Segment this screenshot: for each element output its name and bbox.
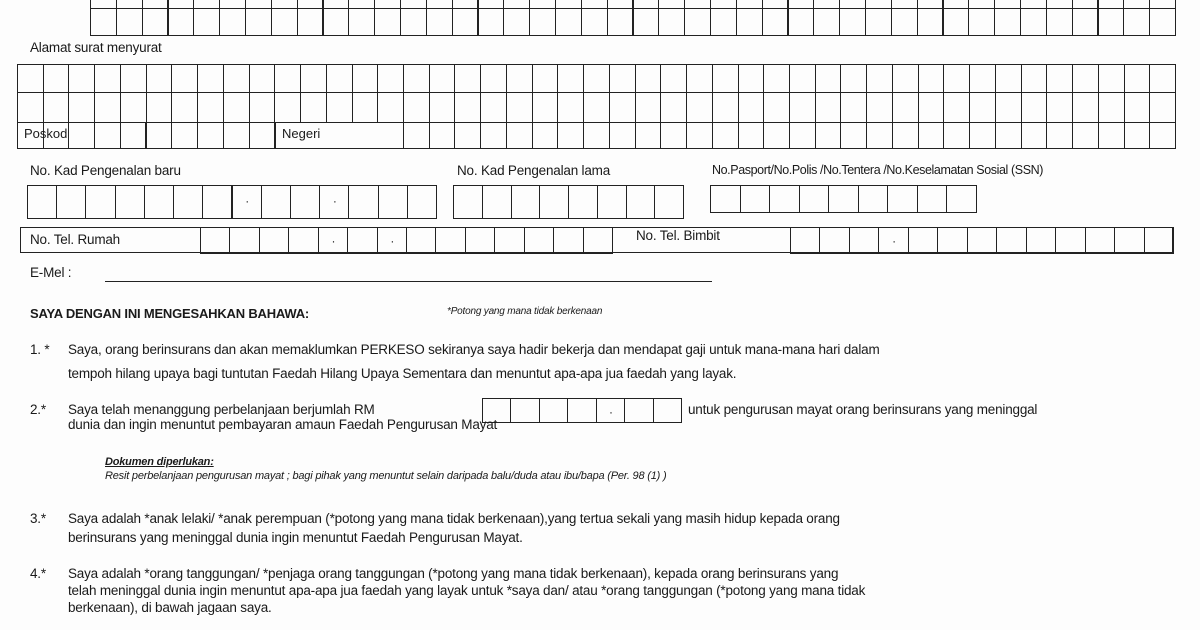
input-box[interactable] xyxy=(27,185,57,219)
input-box[interactable] xyxy=(146,122,173,149)
item-4-number: 4.* xyxy=(30,566,46,581)
input-box[interactable] xyxy=(173,185,203,219)
input-box[interactable] xyxy=(567,398,596,423)
input-box[interactable] xyxy=(1021,64,1048,93)
input-box[interactable] xyxy=(917,8,944,36)
item-4-text: telah meninggal dunia ingin menuntut apa-apa jua faedah yang layak untuk *saya dan/ atau *orang tanggungan (*potong yang mana tidak xyxy=(68,583,866,598)
ic-new-label: No. Kad Pengenalan baru xyxy=(30,163,181,178)
input-box[interactable] xyxy=(223,122,250,149)
input-box[interactable] xyxy=(511,185,541,219)
input-box[interactable] xyxy=(583,64,610,93)
email-label: E-Mel : xyxy=(30,265,72,280)
input-box[interactable] xyxy=(654,185,684,219)
input-box[interactable] xyxy=(454,92,481,123)
input-box[interactable] xyxy=(712,64,739,93)
input-box[interactable] xyxy=(1149,8,1176,36)
input-box[interactable] xyxy=(849,227,879,254)
input-box[interactable] xyxy=(858,185,889,213)
input-box[interactable] xyxy=(653,398,682,423)
input-box[interactable] xyxy=(1114,227,1144,254)
input-box[interactable] xyxy=(635,122,662,149)
input-box[interactable] xyxy=(624,398,653,423)
input-box[interactable] xyxy=(1124,64,1151,93)
input-box[interactable] xyxy=(378,185,408,219)
input-box[interactable] xyxy=(597,185,627,219)
input-box[interactable] xyxy=(1085,227,1115,254)
input-box[interactable] xyxy=(465,227,495,254)
input-box[interactable] xyxy=(866,92,893,123)
input-box[interactable] xyxy=(557,64,584,93)
input-box[interactable] xyxy=(557,122,584,149)
input-box[interactable] xyxy=(819,227,849,254)
input-box[interactable] xyxy=(943,122,970,149)
input-box[interactable] xyxy=(223,92,250,123)
input-box[interactable] xyxy=(532,92,559,123)
input-box[interactable] xyxy=(290,185,320,219)
input-box[interactable] xyxy=(660,64,687,93)
input-box[interactable] xyxy=(738,64,765,93)
input-box[interactable] xyxy=(813,8,840,36)
input-box[interactable] xyxy=(789,64,816,93)
input-box[interactable] xyxy=(539,398,568,423)
input-box[interactable] xyxy=(738,122,765,149)
input-box[interactable] xyxy=(635,64,662,93)
input-box[interactable] xyxy=(609,92,636,123)
input-box[interactable] xyxy=(116,8,143,36)
input-box[interactable] xyxy=(144,185,174,219)
input-box[interactable] xyxy=(815,122,842,149)
input-box[interactable] xyxy=(633,8,660,36)
input-box[interactable] xyxy=(288,227,318,254)
input-box[interactable] xyxy=(494,227,524,254)
input-box[interactable] xyxy=(197,64,224,93)
input-box[interactable] xyxy=(555,8,582,36)
input-box[interactable] xyxy=(865,8,892,36)
input-box[interactable] xyxy=(710,8,737,36)
input-box[interactable] xyxy=(94,64,121,93)
input-box[interactable] xyxy=(596,398,625,423)
input-box[interactable] xyxy=(529,8,556,36)
input-box[interactable] xyxy=(377,64,404,93)
input-box[interactable] xyxy=(866,122,893,149)
input-box[interactable] xyxy=(400,8,427,36)
input-box[interactable] xyxy=(352,64,379,93)
input-box[interactable] xyxy=(197,122,224,149)
input-box[interactable] xyxy=(762,8,789,36)
input-box[interactable] xyxy=(799,185,830,213)
input-box[interactable] xyxy=(686,64,713,93)
input-box[interactable] xyxy=(712,122,739,149)
input-box[interactable] xyxy=(943,92,970,123)
input-box[interactable] xyxy=(229,227,259,254)
input-box[interactable] xyxy=(406,227,436,254)
input-box[interactable] xyxy=(274,64,301,93)
input-box[interactable] xyxy=(532,64,559,93)
item-1-text: Saya, orang berinsurans dan akan memaklumkan PERKESO sekiranya saya hadir bekerja dan mendapat gaji untuk mana-mana hari dalam xyxy=(68,342,880,357)
item-2-text: untuk pengurusan mayat orang berinsurans yang meninggal xyxy=(688,402,1038,417)
input-box[interactable] xyxy=(943,64,970,93)
documents-title: Dokumen diperlukan: xyxy=(105,456,214,468)
input-box[interactable] xyxy=(1098,8,1125,36)
input-box[interactable] xyxy=(85,185,115,219)
input-box[interactable] xyxy=(1046,122,1073,149)
input-box[interactable] xyxy=(626,185,656,219)
input-box[interactable] xyxy=(482,185,512,219)
input-box[interactable] xyxy=(815,92,842,123)
input-box[interactable] xyxy=(146,64,173,93)
input-box[interactable] xyxy=(553,227,583,254)
input-box[interactable] xyxy=(581,8,608,36)
input-box[interactable] xyxy=(297,8,324,36)
input-box[interactable] xyxy=(435,227,465,254)
input-box[interactable] xyxy=(839,8,866,36)
input-box[interactable] xyxy=(660,92,687,123)
input-box[interactable] xyxy=(68,64,95,93)
input-box[interactable] xyxy=(300,92,327,123)
input-box[interactable] xyxy=(403,92,430,123)
input-box[interactable] xyxy=(510,398,539,423)
input-box[interactable] xyxy=(219,8,246,36)
input-box[interactable] xyxy=(249,122,276,149)
input-box[interactable] xyxy=(245,8,272,36)
input-box[interactable] xyxy=(1055,227,1085,254)
input-box[interactable] xyxy=(1149,122,1176,149)
input-box[interactable] xyxy=(583,122,610,149)
input-box[interactable] xyxy=(788,8,815,36)
input-box[interactable] xyxy=(318,227,348,254)
input-box[interactable] xyxy=(995,92,1022,123)
input-box[interactable] xyxy=(261,185,291,219)
input-box[interactable] xyxy=(478,8,505,36)
input-box[interactable] xyxy=(996,227,1026,254)
input-box[interactable] xyxy=(946,185,977,213)
input-box[interactable] xyxy=(17,64,44,93)
input-box[interactable] xyxy=(840,64,867,93)
input-box[interactable] xyxy=(532,122,559,149)
input-box[interactable] xyxy=(171,122,198,149)
input-box[interactable] xyxy=(197,92,224,123)
input-box[interactable] xyxy=(120,64,147,93)
input-box[interactable] xyxy=(503,8,530,36)
input-box[interactable] xyxy=(94,92,121,123)
input-box[interactable] xyxy=(326,64,353,93)
item-3-text: berinsurans yang meninggal dunia ingin menuntut Faedah Pengurusan Mayat. xyxy=(68,530,523,545)
input-box[interactable] xyxy=(840,92,867,123)
input-box[interactable] xyxy=(454,122,481,149)
input-box[interactable] xyxy=(1149,92,1176,123)
input-box[interactable] xyxy=(377,227,407,254)
input-box[interactable] xyxy=(892,122,919,149)
input-box[interactable] xyxy=(609,64,636,93)
input-box[interactable] xyxy=(710,185,741,213)
input-box[interactable] xyxy=(407,185,437,219)
input-box[interactable] xyxy=(17,92,44,123)
input-box[interactable] xyxy=(917,185,948,213)
input-box[interactable] xyxy=(56,185,86,219)
input-box[interactable] xyxy=(232,185,262,219)
input-box[interactable] xyxy=(1021,92,1048,123)
input-box[interactable] xyxy=(583,227,613,254)
input-box[interactable] xyxy=(1123,8,1150,36)
item-2-text: Saya telah menanggung perbelanjaan berjumlah RM xyxy=(68,402,375,417)
input-box[interactable] xyxy=(1046,92,1073,123)
input-box[interactable] xyxy=(969,92,996,123)
input-box[interactable] xyxy=(454,64,481,93)
input-box[interactable] xyxy=(686,122,713,149)
input-box[interactable] xyxy=(506,122,533,149)
input-box[interactable] xyxy=(1026,227,1056,254)
documents-text: Resit perbelanjaan pengurusan mayat ; bagi pihak yang menuntut selain daripada balu/duda atau ibu/bapa (Per. 98 (1) ) xyxy=(105,470,667,482)
input-box[interactable] xyxy=(1149,64,1176,93)
item-1-number: 1. * xyxy=(30,342,50,357)
input-box[interactable] xyxy=(684,8,711,36)
tel-home-label: No. Tel. Rumah xyxy=(30,232,120,247)
input-box[interactable] xyxy=(352,92,379,123)
input-box[interactable] xyxy=(249,92,276,123)
input-box[interactable] xyxy=(609,122,636,149)
input-box[interactable] xyxy=(790,227,820,254)
input-box[interactable] xyxy=(480,64,507,93)
input-box[interactable] xyxy=(789,92,816,123)
input-box[interactable] xyxy=(878,227,908,254)
input-box[interactable] xyxy=(660,122,687,149)
input-box[interactable] xyxy=(969,122,996,149)
input-box[interactable] xyxy=(1144,227,1174,254)
input-box[interactable] xyxy=(736,8,763,36)
input-box[interactable] xyxy=(738,92,765,123)
input-box[interactable] xyxy=(323,8,350,36)
passport-label: No.Pasport/No.Polis /No.Tentera /No.Keselamatan Sosial (SSN) xyxy=(712,163,1044,177)
input-box[interactable] xyxy=(908,227,938,254)
input-box[interactable] xyxy=(887,185,918,213)
input-box[interactable] xyxy=(1072,92,1099,123)
input-box[interactable] xyxy=(1098,92,1125,123)
input-box[interactable] xyxy=(1072,122,1099,149)
input-box[interactable] xyxy=(968,8,995,36)
input-box[interactable] xyxy=(68,92,95,123)
input-box[interactable] xyxy=(524,227,554,254)
input-box[interactable] xyxy=(90,8,117,36)
input-box[interactable] xyxy=(892,92,919,123)
input-box[interactable] xyxy=(1046,64,1073,93)
input-box[interactable] xyxy=(200,227,230,254)
input-box[interactable] xyxy=(1124,92,1151,123)
input-box[interactable] xyxy=(583,92,610,123)
input-box[interactable] xyxy=(539,185,569,219)
input-box[interactable] xyxy=(943,8,970,36)
input-box[interactable] xyxy=(740,185,771,213)
input-box[interactable] xyxy=(607,8,634,36)
input-box[interactable] xyxy=(892,64,919,93)
input-box[interactable] xyxy=(171,92,198,123)
input-box[interactable] xyxy=(374,8,401,36)
input-box[interactable] xyxy=(967,227,997,254)
item-3-text: Saya adalah *anak lelaki/ *anak perempuan (*potong yang mana tidak berkenaan),yang tertua sekali yang masih hidup kepada orang xyxy=(68,511,840,526)
input-box[interactable] xyxy=(115,185,145,219)
input-box[interactable] xyxy=(426,8,453,36)
input-box[interactable] xyxy=(658,8,685,36)
input-box[interactable] xyxy=(891,8,918,36)
input-box[interactable] xyxy=(1072,64,1099,93)
input-box[interactable] xyxy=(506,92,533,123)
input-box[interactable] xyxy=(815,64,842,93)
input-box[interactable] xyxy=(506,64,533,93)
item-1-text: tempoh hilang upaya bagi tuntutan Faedah Hilang Upaya Sementara dan menuntut apa-apa jua faedah yang layak. xyxy=(68,366,737,381)
input-box[interactable] xyxy=(1046,8,1073,36)
input-box[interactable] xyxy=(557,92,584,123)
input-box[interactable] xyxy=(994,8,1021,36)
input-box[interactable] xyxy=(995,64,1022,93)
input-box[interactable] xyxy=(452,8,479,36)
input-box[interactable] xyxy=(1098,64,1125,93)
input-box[interactable] xyxy=(840,122,867,149)
email-field[interactable] xyxy=(105,281,712,282)
input-box[interactable] xyxy=(763,92,790,123)
poskod-label: Poskod xyxy=(17,122,146,149)
negeri-label: Negeri xyxy=(275,122,404,149)
input-box[interactable] xyxy=(429,122,456,149)
input-box[interactable] xyxy=(453,185,483,219)
ic-old-label: No. Kad Pengenalan lama xyxy=(457,163,611,178)
input-box[interactable] xyxy=(120,92,147,123)
input-box[interactable] xyxy=(763,64,790,93)
input-box[interactable] xyxy=(1021,122,1048,149)
declaration-heading: SAYA DENGAN INI MENGESAHKAN BAHAWA: xyxy=(30,306,310,321)
input-box[interactable] xyxy=(918,122,945,149)
input-box[interactable] xyxy=(480,122,507,149)
input-box[interactable] xyxy=(348,185,378,219)
item-2-number: 2.* xyxy=(30,402,46,417)
item-4-text: berkenaan), di bawah jagaan saya. xyxy=(68,600,272,615)
input-box[interactable] xyxy=(918,92,945,123)
input-box[interactable] xyxy=(171,64,198,93)
input-box[interactable] xyxy=(712,92,739,123)
item-3-number: 3.* xyxy=(30,511,46,526)
input-box[interactable] xyxy=(403,122,430,149)
heading-note: *Potong yang mana tidak berkenaan xyxy=(447,306,603,317)
input-box[interactable] xyxy=(319,185,349,219)
input-box[interactable] xyxy=(969,64,996,93)
input-box[interactable] xyxy=(769,185,800,213)
address-label: Alamat surat menyurat xyxy=(30,40,162,55)
input-box[interactable] xyxy=(429,92,456,123)
input-box[interactable] xyxy=(429,64,456,93)
tel-mobile-label: No. Tel. Bimbit xyxy=(636,228,720,243)
input-box[interactable] xyxy=(326,92,353,123)
input-box[interactable] xyxy=(43,92,70,123)
input-box[interactable] xyxy=(686,92,713,123)
input-box[interactable] xyxy=(403,64,430,93)
input-box[interactable] xyxy=(300,64,327,93)
input-box[interactable] xyxy=(635,92,662,123)
input-box[interactable] xyxy=(223,64,250,93)
input-box[interactable] xyxy=(568,185,598,219)
input-box[interactable] xyxy=(789,122,816,149)
input-box[interactable] xyxy=(43,64,70,93)
input-box[interactable] xyxy=(937,227,967,254)
input-box[interactable] xyxy=(918,64,945,93)
input-box[interactable] xyxy=(348,8,375,36)
input-box[interactable] xyxy=(828,185,859,213)
input-box[interactable] xyxy=(271,8,298,36)
input-box[interactable] xyxy=(202,185,232,219)
input-box[interactable] xyxy=(347,227,377,254)
input-box[interactable] xyxy=(146,92,173,123)
input-box[interactable] xyxy=(142,8,169,36)
input-box[interactable] xyxy=(249,64,276,93)
item-4-text: Saya adalah *orang tanggungan/ *penjaga orang tanggungan (*potong yang mana tidak berkenaan), kepada orang berinsurans yang xyxy=(68,566,839,581)
input-box[interactable] xyxy=(763,122,790,149)
input-box[interactable] xyxy=(1020,8,1047,36)
input-box[interactable] xyxy=(1072,8,1099,36)
input-box[interactable] xyxy=(866,64,893,93)
input-box[interactable] xyxy=(377,92,404,123)
input-box[interactable] xyxy=(995,122,1022,149)
input-box[interactable] xyxy=(480,92,507,123)
input-box[interactable] xyxy=(1098,122,1125,149)
input-box[interactable] xyxy=(168,8,195,36)
input-box[interactable] xyxy=(1124,122,1151,149)
input-box[interactable] xyxy=(274,92,301,123)
item-2-text: dunia dan ingin menuntut pembayaran amaun Faedah Pengurusan Mayat xyxy=(68,417,498,432)
input-box[interactable] xyxy=(193,8,220,36)
input-box[interactable] xyxy=(259,227,289,254)
